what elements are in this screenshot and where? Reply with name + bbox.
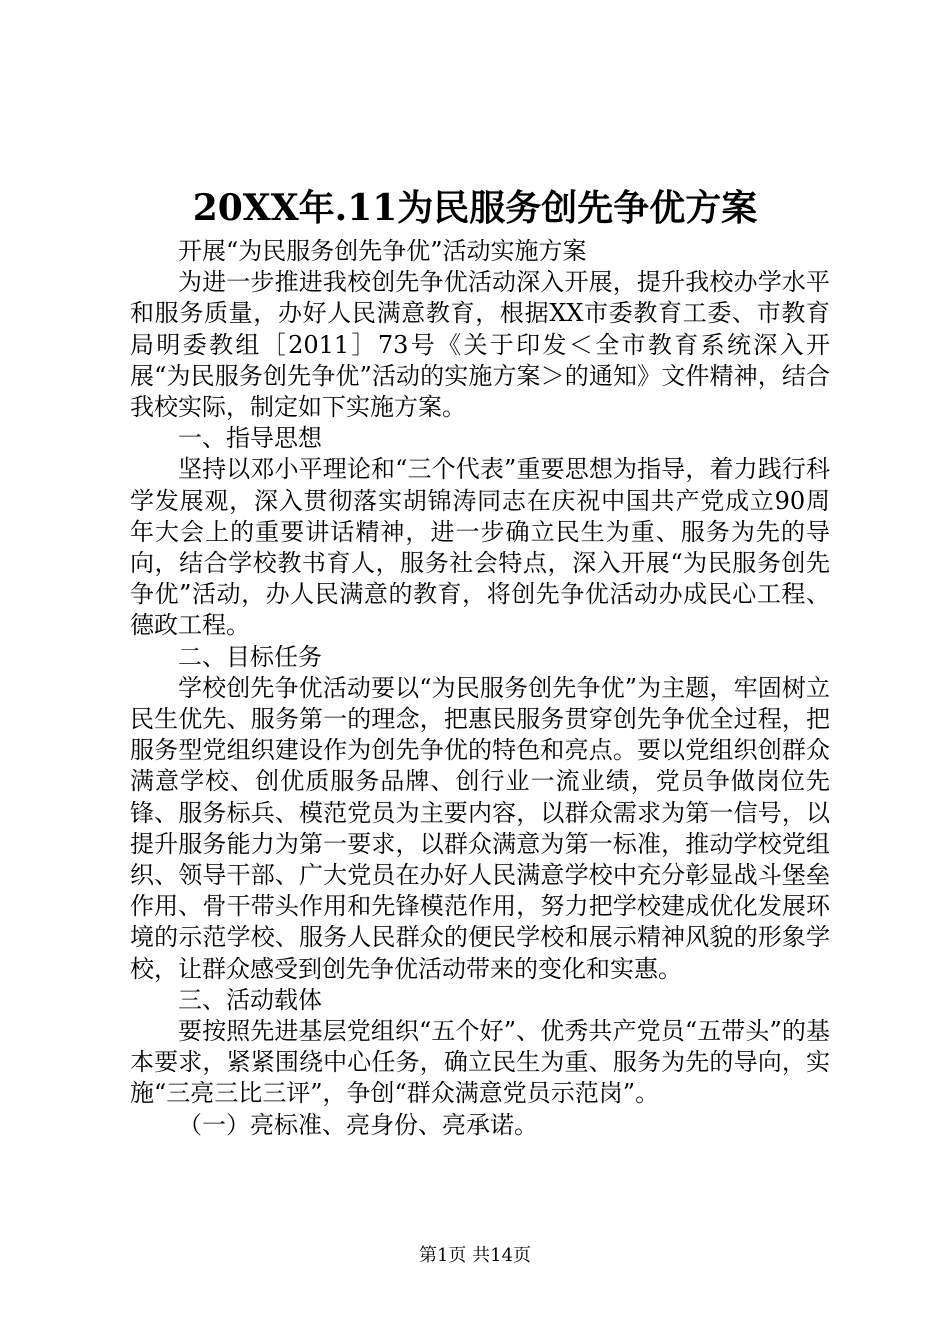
paragraph-subtitle: 开展“为民服务创先争优”活动实施方案: [178, 237, 587, 265]
document-title: 20XX年.11为民服务创先争优方案: [192, 187, 758, 229]
paragraph-intro: 为进一步推进我校创先争优活动深入开展，提升我校办学水平和服务质量，办好人民满意教育，根据XX市委教育工委、市教育局明委教组［2011］73号《关于印发＜全市教育系统深入开展“为民服务创先争优”活动的实施方案＞的通知》文件精神，结合我校实际，制定如下实施方案。: [130, 268, 830, 422]
subsection-heading-one: （一）亮标准、亮身份、亮承诺。: [178, 1110, 538, 1139]
page-footer: 第1页 共14页: [418, 1245, 532, 1266]
paragraph-goals: 学校创先争优活动要以“为民服务创先争优”为主题，牢固树立民生优先、服务第一的理念，把惠民服务贯穿创先争优全过程，把服务型党组织建设作为创先争优的特色和亮点。要以党组织创群众满意学校、创优质服务品牌、创行业一流业绩，党员争做岗位先锋、服务标兵、模范党员为主要内容，以群众需求为第一信号，以提升服务能力为第一要求，以群众满意为第一标准，推动学校党组织、领导干部、广大党员在办好人民满意学校中充分彰显战斗堡垒作用、骨干带头作用和先锋模范作用，努力把学校建成优化发展环境的示范学校、服务人民群众的便民学校和展示精神风貌的形象学校，让群众感受到创先争优活动带来的变化和实惠。: [130, 673, 830, 983]
section-heading-goals: 二、目标任务: [178, 642, 322, 671]
section-heading-guiding-thought: 一、指导思想: [178, 424, 322, 453]
section-heading-activity-carrier: 三、活动载体: [178, 985, 322, 1014]
document-body: [130, 236, 830, 1141]
paragraph-activity-carrier: 要按照先进基层党组织“五个好”、优秀共产党员“五带头”的基本要求，紧紧围绕中心任务，确立民生为重、服务为先的导向，实施“三亮三比三评”，争创“群众满意党员示范岗”。: [130, 1017, 830, 1108]
paragraph-guiding-thought: 坚持以邓小平理论和“三个代表”重要思想为指导，着力践行科学发展观，深入贯彻落实胡锦涛同志在庆祝中国共产党成立90周年大会上的重要讲话精神，进一步确立民生为重、服务为先的导向，结合学校教书育人，服务社会特点，深入开展“为民服务创先争优”活动，办人民满意的教育，将创先争优活动办成民心工程、德政工程。: [130, 455, 830, 640]
